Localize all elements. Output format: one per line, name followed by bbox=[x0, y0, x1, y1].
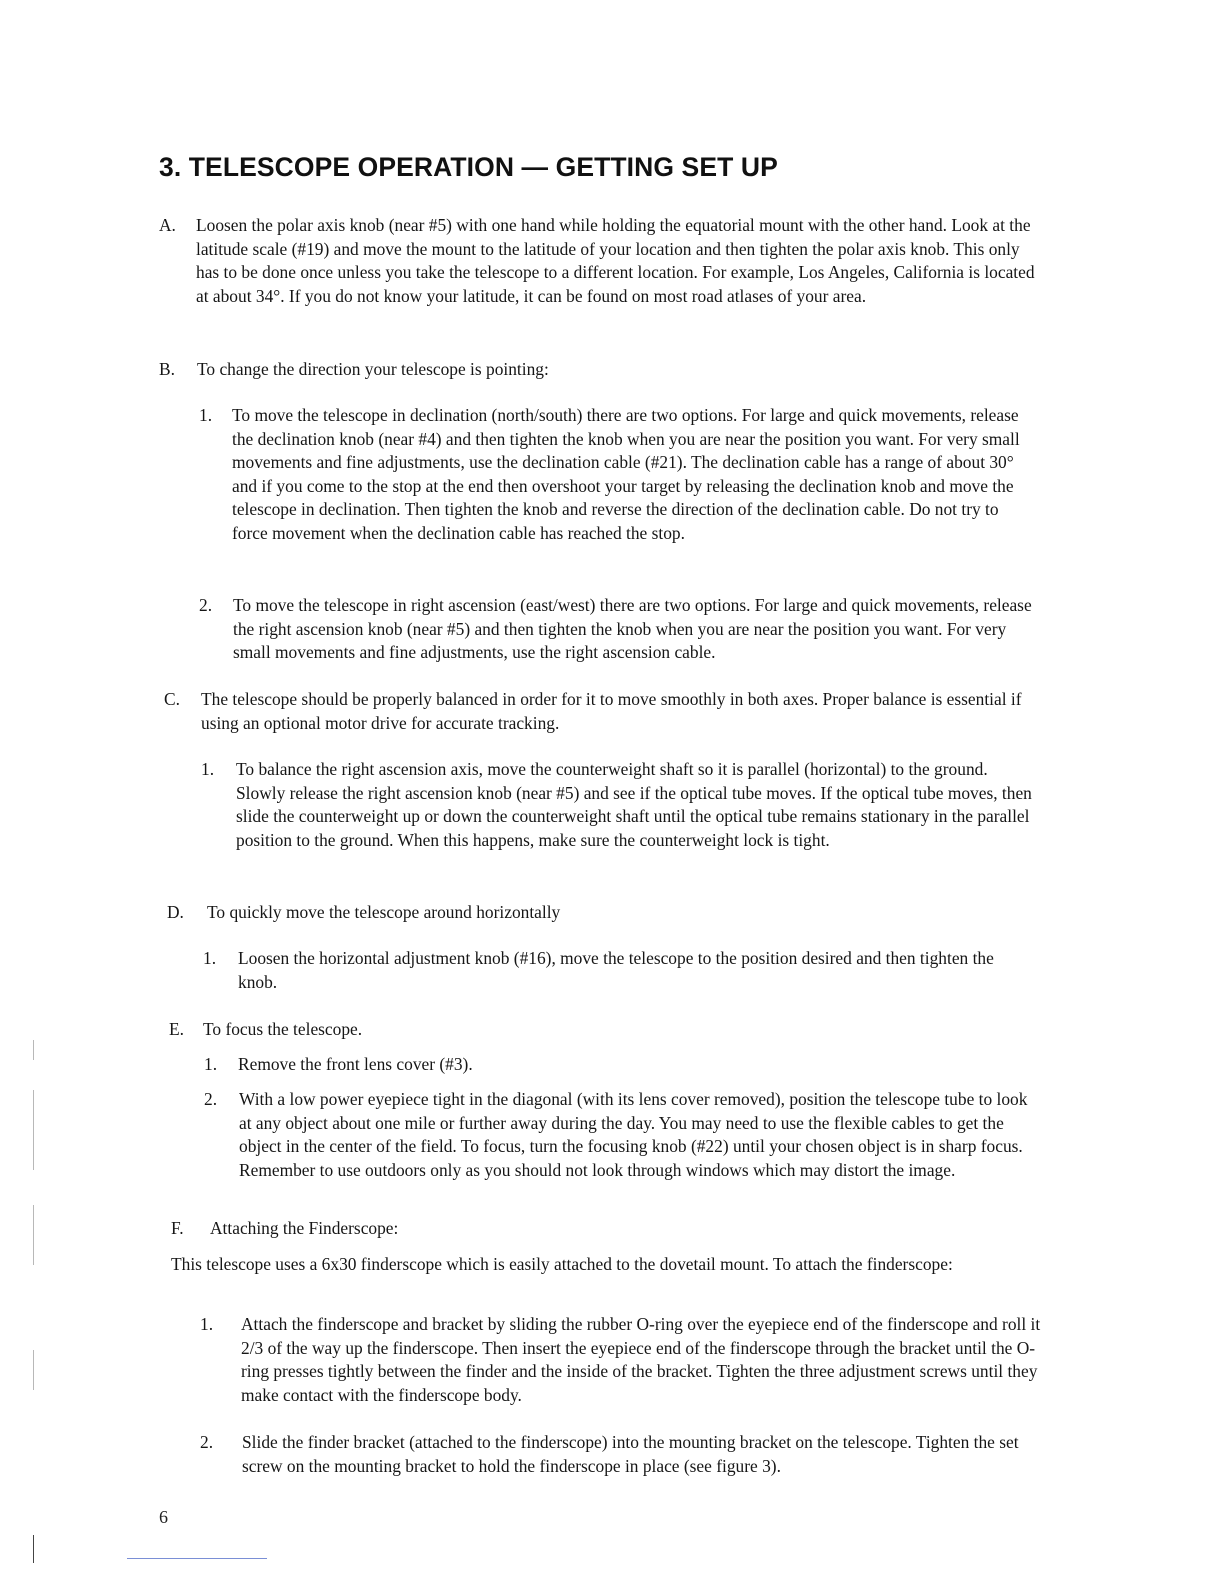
step-number: 2. bbox=[200, 1432, 214, 1452]
section-label: E. bbox=[169, 1019, 184, 1039]
step-number: 1. bbox=[203, 948, 217, 968]
step-text: Slide the finder bracket (attached to the finderscope) into the mounting bracket on the telescope. Tighten the set screw on the mounting bracket to hold the finderscope in place (see figure 3). bbox=[242, 1432, 1019, 1476]
step-text: To balance the right ascension axis, move the counterweight shaft so it is parallel (horizontal) to the ground. Slowly release the right ascension knob (near #5) and see if the optical tube moves. If the optical tube moves, then slide the counterweight up or down the counterweight shaft until the optical tube remains stationary in the parallel position to the ground. When this happens, make sure the counterweight lock is tight. bbox=[236, 759, 1032, 850]
step-number: 1. bbox=[201, 759, 215, 779]
page-number: 6 bbox=[159, 1507, 168, 1527]
page-title: 3. TELESCOPE OPERATION — GETTING SET UP bbox=[159, 152, 778, 182]
step-number: 1. bbox=[199, 405, 213, 425]
section-label: F. bbox=[171, 1218, 184, 1238]
step-text: Attach the finderscope and bracket by sliding the rubber O-ring over the eyepiece end of the finderscope and roll it 2/3 of the way up the finderscope. Then insert the eyepiece end of the finderscope through the bracket until the O-ring presses tightly between the finder and the inside of the bracket. Tighten the three adjustment screws until they make contact with the finderscope body. bbox=[241, 1314, 1041, 1405]
step-number: 1. bbox=[204, 1054, 218, 1074]
section-text: To change the direction your telescope is pointing: bbox=[197, 359, 549, 379]
scan-mark bbox=[33, 1090, 34, 1170]
step-number: 2. bbox=[204, 1089, 218, 1109]
section-text: Attaching the Finderscope: bbox=[210, 1218, 399, 1238]
section-text: Loosen the polar axis knob (near #5) with one hand while holding the equatorial mount with the other hand. Look at the latitude scale (#19) and move the mount to the latitude of your location and then tighten the polar axis knob. This only has to be done once unless you take the telescope to a different location. For example, Los Angeles, California is located at about 34°. If you do not know your latitude, it can be found on most road atlases of your area. bbox=[196, 215, 1035, 306]
section-text: The telescope should be properly balanced in order for it to move smoothly in both axes. Proper balance is essential if using an optional motor drive for accurate tracking. bbox=[201, 689, 1022, 733]
step-number: 2. bbox=[199, 595, 213, 615]
scan-mark bbox=[33, 1040, 34, 1060]
section-label: C. bbox=[164, 689, 180, 709]
scan-mark bbox=[33, 1535, 34, 1563]
section-text: To quickly move the telescope around horizontally bbox=[207, 902, 561, 922]
section-intro: This telescope uses a 6x30 finderscope which is easily attached to the dovetail mount. To attach the finderscope: bbox=[171, 1254, 953, 1274]
step-text: To move the telescope in right ascension (east/west) there are two options. For large and quick movements, release the right ascension knob (near #5) and then tighten the knob when you are near the position you want. For very small movements and fine adjustments, use the right ascension cable. bbox=[233, 595, 1032, 663]
step-text: Remove the front lens cover (#3). bbox=[238, 1054, 473, 1074]
step-text: To move the telescope in declination (north/south) there are two options. For large and quick movements, release the declination knob (near #4) and then tighten the knob when you are near the position you want. For very small movements and fine adjustments, use the declination cable (#21). The declination cable has a range of about 30° and if you come to the stop at the end then overshoot your target by releasing the declination knob and move the telescope in declination. Then tighten the knob and reverse the direction of the declination cable. Do not try to force movement when the declination cable has reached the stop. bbox=[232, 405, 1020, 543]
step-text: With a low power eyepiece tight in the diagonal (with its lens cover removed), position the telescope tube to look at any object about one mile or further away during the day. You may need to use the flexible cables to get the object in the center of the field. To focus, turn the focusing knob (#22) until your chosen object is in sharp focus. Remember to use outdoors only as you should not look through windows which may distort the image. bbox=[239, 1089, 1028, 1180]
section-label: B. bbox=[159, 359, 175, 379]
section-label: A. bbox=[159, 215, 176, 235]
section-text: To focus the telescope. bbox=[203, 1019, 363, 1039]
scan-mark bbox=[33, 1350, 34, 1390]
step-number: 1. bbox=[200, 1314, 214, 1334]
section-label: D. bbox=[167, 902, 184, 922]
step-text: Loosen the horizontal adjustment knob (#16), move the telescope to the position desired and then tighten the knob. bbox=[238, 948, 994, 992]
footer-divider bbox=[127, 1558, 267, 1559]
scan-mark bbox=[33, 1205, 34, 1265]
